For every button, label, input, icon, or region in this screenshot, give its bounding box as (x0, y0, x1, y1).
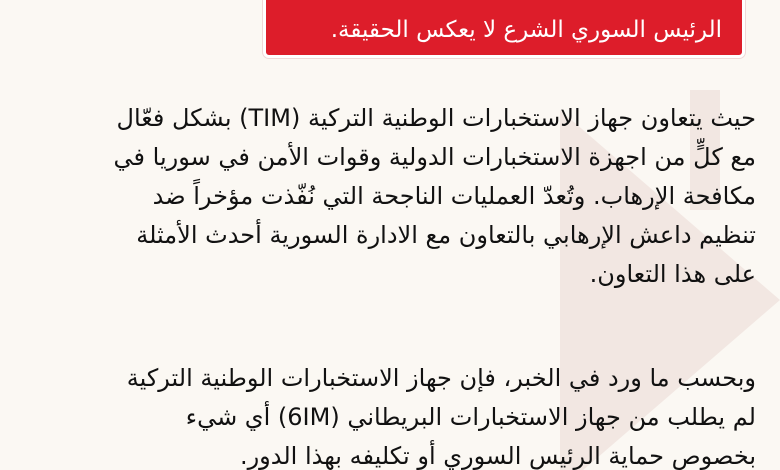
paragraph-line: بخصوص حماية الرئيس السوري أو تكليفه بهذا الدور. (239, 442, 756, 470)
paragraph-line: تنظيم داعش الإرهابي بالتعاون مع الادارة السورية أحدث الأمثلة (136, 221, 756, 249)
paragraph-2 (56, 359, 756, 470)
paragraph-line: مع كلٍّ من اجهزة الاستخبارات الدولية وقوات الأمن في سوريا في (113, 143, 756, 171)
paragraph-line: حيث يتعاون جهاز الاستخبارات الوطنية التركية (TIM) بشكل فعّال (116, 104, 756, 132)
headline-banner (263, 0, 745, 58)
paragraph-line: وبحسب ما ورد في الخبر، فإن جهاز الاستخبارات الوطنية التركية (126, 364, 756, 392)
paragraph-1 (56, 99, 756, 294)
paragraph-line: مكافحة الإرهاب. وتُعدّ العمليات الناجحة التي نُفّذت مؤخراً ضد (152, 182, 756, 210)
paragraph-line: على هذا التعاون. (589, 260, 756, 288)
banner-line-2: الرئيس السوري الشرع لا يعكس الحقيقة. (330, 17, 722, 43)
paragraph-line: لم يطلب من جهاز الاستخبارات البريطاني (6IM) أي شيء (185, 403, 756, 431)
